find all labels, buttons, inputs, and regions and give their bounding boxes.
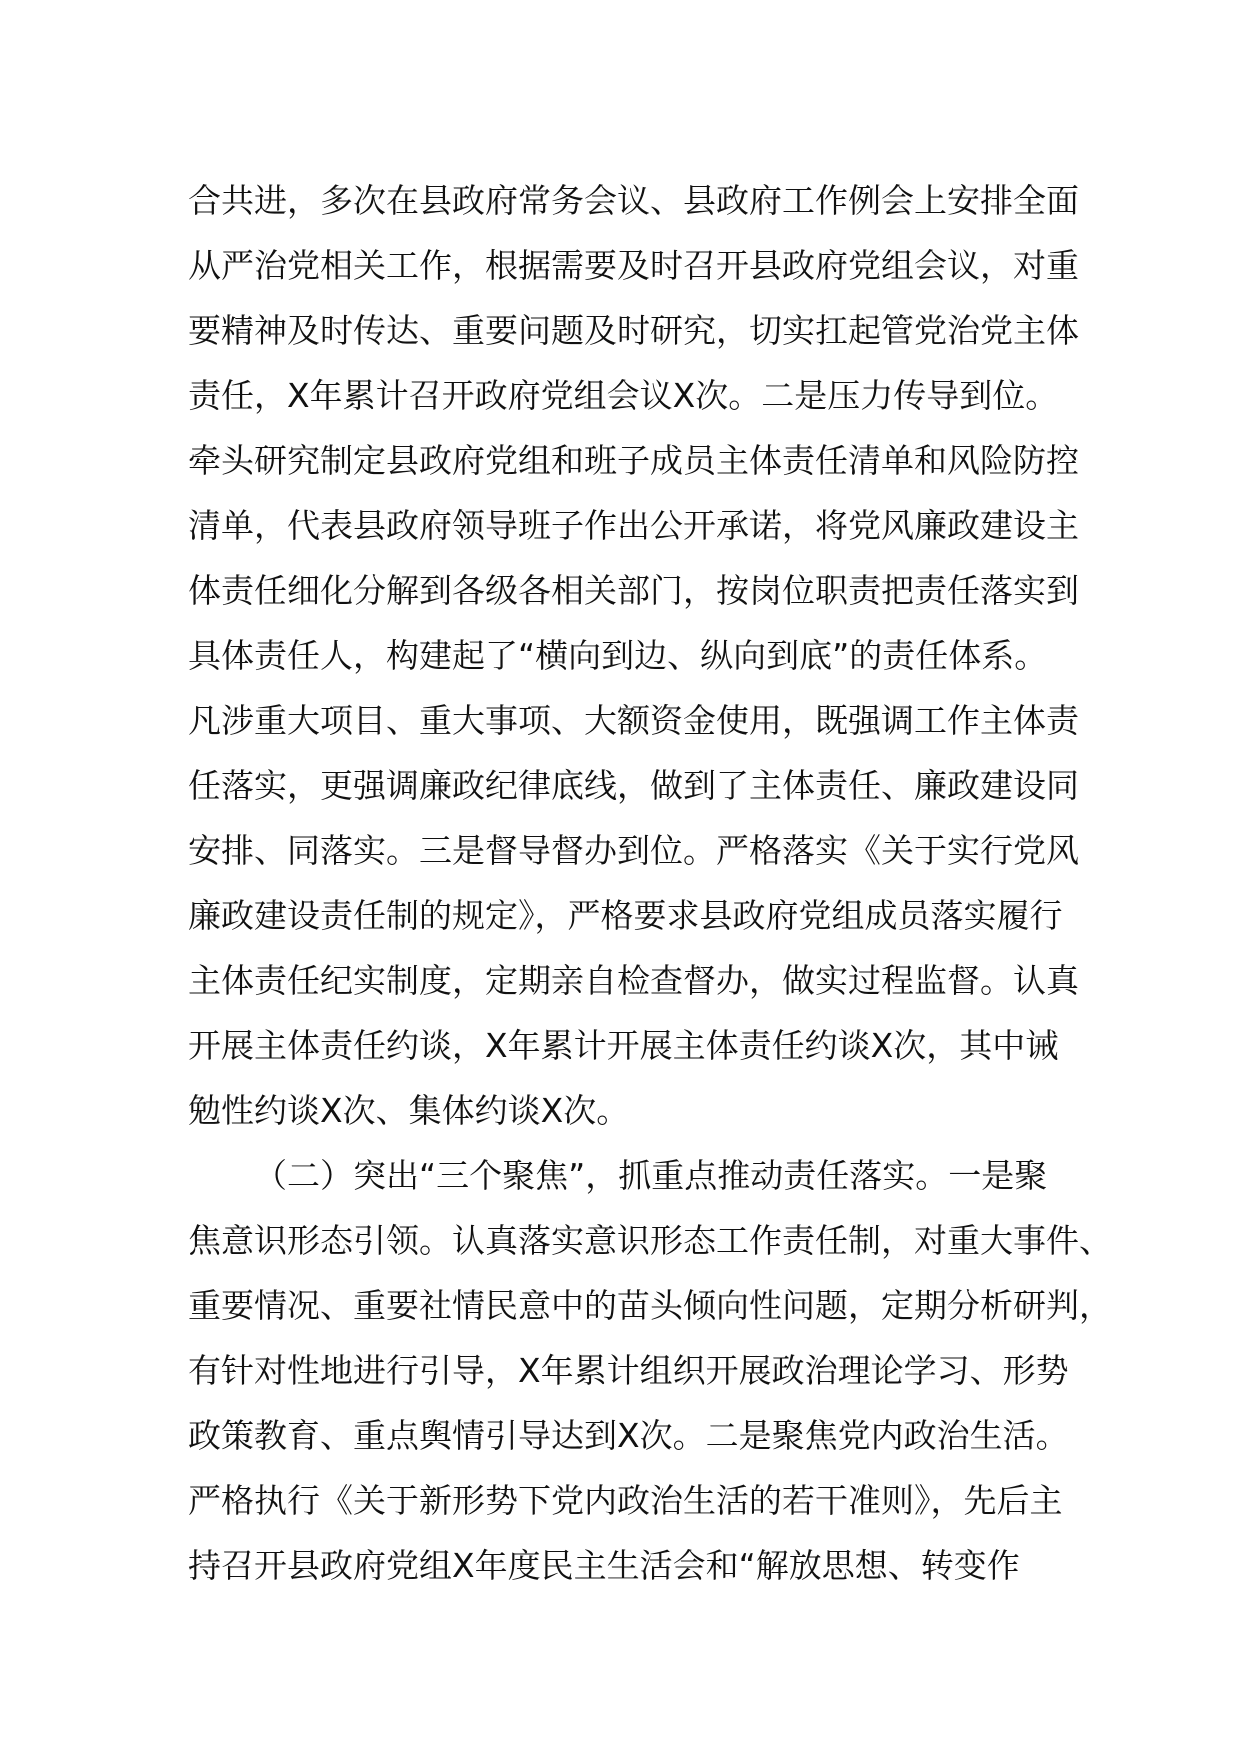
text-line: 政策教育、重点舆情引导达到X次。二是聚焦党内政治生活。 (188, 1416, 1069, 1455)
text-line: 牵头研究制定县政府党组和班子成员主体责任清单和风险防控 (188, 441, 1079, 480)
text-line: 开展主体责任约谈，X年累计开展主体责任约谈X次，其中诫 (188, 1026, 1059, 1065)
text-line: 严格执行《关于新形势下党内政治生活的若干准则》，先后主 (188, 1481, 1063, 1520)
text-line: 体责任细化分解到各级各相关部门，按岗位职责把责任落实到 (188, 571, 1079, 610)
text-line: 凡涉重大项目、重大事项、大额资金使用，既强调工作主体责 (188, 701, 1079, 740)
text-line: 持召开县政府党组X年度民主生活会和“解放思想、转变作 (188, 1546, 1020, 1585)
text-line: 勉性约谈X次、集体约谈X次。 (188, 1091, 630, 1130)
text-line: 责任，X年累计召开政府党组会议X次。二是压力传导到位。 (188, 376, 1059, 415)
text-line: 有针对性地进行引导，X年累计组织开展政治理论学习、形势 (188, 1351, 1069, 1390)
text-line: 从严治党相关工作，根据需要及时召开县政府党组会议，对重 (188, 246, 1079, 285)
text-line: 合共进，多次在县政府常务会议、县政府工作例会上安排全面 (188, 181, 1079, 220)
text-line: 主体责任纪实制度，定期亲自检查督办，做实过程监督。认真 (188, 961, 1079, 1000)
text-line: 任落实，更强调廉政纪律底线，做到了主体责任、廉政建设同 (188, 766, 1079, 805)
text-line: 具体责任人，构建起了“横向到边、纵向到底”的责任体系。 (188, 636, 1048, 675)
text-line: 要精神及时传达、重要问题及时研究，切实扛起管党治党主体 (188, 311, 1079, 350)
text-line: 安排、同落实。三是督导督办到位。严格落实《关于实行党风 (188, 831, 1079, 870)
text-line: 重要情况、重要社情民意中的苗头倾向性问题，定期分析研判， (188, 1286, 1112, 1325)
text-line: 廉政建设责任制的规定》，严格要求县政府党组成员落实履行 (188, 896, 1063, 935)
text-line: 焦意识形态引领。认真落实意识形态工作责任制，对重大事件、 (188, 1221, 1112, 1260)
text-line: 清单，代表县政府领导班子作出公开承诺，将党风廉政建设主 (188, 506, 1079, 545)
section-heading-line: （二）突出“三个聚焦”，抓重点推动责任落实。一是聚 (254, 1156, 1048, 1195)
body-text (188, 168, 1112, 1598)
